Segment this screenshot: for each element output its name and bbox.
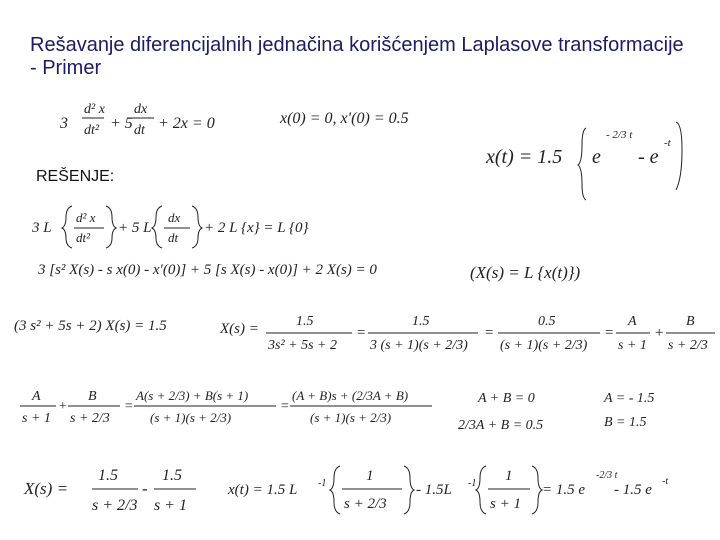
svg-text:s + 2/3: s + 2/3 bbox=[668, 338, 708, 353]
svg-text:1: 1 bbox=[505, 468, 513, 484]
svg-text:= 1.5 e: = 1.5 e bbox=[542, 482, 586, 498]
svg-text:+ 2x = 0: + 2x = 0 bbox=[158, 115, 215, 132]
svg-text:1.5: 1.5 bbox=[98, 467, 118, 484]
solution-label: REŠENJE: bbox=[36, 168, 115, 185]
svg-text:e: e bbox=[592, 146, 601, 168]
svg-text:-t: -t bbox=[664, 137, 671, 149]
svg-text:+ 2 L {x} = L {0}: + 2 L {x} = L {0} bbox=[204, 220, 309, 236]
svg-text:3 (s + 1)(s + 2/3): 3 (s + 1)(s + 2/3) bbox=[370, 338, 468, 353]
svg-text:- 2/3 t: - 2/3 t bbox=[606, 129, 633, 141]
svg-text:-1: -1 bbox=[318, 478, 327, 489]
svg-text:=: = bbox=[280, 399, 290, 414]
svg-text:+: + bbox=[58, 399, 68, 414]
initial-conditions: x(0) = 0, x′(0) = 0.5 bbox=[280, 110, 409, 127]
slide-title: Rešavanje diferencijalnih jednačina korišćenjem Laplasove transformacije - Primer bbox=[30, 34, 684, 79]
svg-text:=: = bbox=[484, 325, 495, 341]
svg-text:1.5: 1.5 bbox=[162, 467, 182, 484]
svg-text:dt: dt bbox=[168, 230, 179, 245]
svg-text:A: A bbox=[32, 389, 41, 404]
svg-text:s + 1: s + 1 bbox=[490, 496, 521, 512]
svg-text:s + 2/3: s + 2/3 bbox=[70, 411, 110, 426]
svg-text:dt²: dt² bbox=[84, 123, 100, 138]
svg-text:A(s + 2/3) + B(s + 1): A(s + 2/3) + B(s + 1) bbox=[136, 388, 249, 403]
svg-text:1.5: 1.5 bbox=[296, 314, 314, 329]
svg-text:0.5: 0.5 bbox=[538, 314, 556, 329]
svg-text:- 1.5 e: - 1.5 e bbox=[614, 482, 652, 498]
svg-text:dx: dx bbox=[168, 210, 181, 225]
svg-text:(s + 1)(s + 2/3): (s + 1)(s + 2/3) bbox=[310, 410, 392, 425]
coefficient-b: B = 1.5 bbox=[604, 415, 647, 430]
svg-text:1.5: 1.5 bbox=[412, 314, 430, 329]
svg-text:dt: dt bbox=[134, 123, 145, 138]
svg-text:+ 5: + 5 bbox=[110, 115, 133, 132]
svg-text:d² x: d² x bbox=[76, 210, 96, 225]
svg-text:s + 2/3: s + 2/3 bbox=[92, 497, 138, 514]
svg-text:- 1.5L: - 1.5L bbox=[416, 482, 452, 498]
svg-text:A: A bbox=[628, 314, 637, 329]
svg-text:s + 1: s + 1 bbox=[618, 338, 647, 353]
svg-text:=: = bbox=[124, 399, 134, 414]
svg-text:s + 1: s + 1 bbox=[154, 497, 188, 514]
svg-text:=: = bbox=[356, 325, 367, 341]
svg-text:dt²: dt² bbox=[76, 230, 91, 245]
svg-text:x(t) = 1.5 L: x(t) = 1.5 L bbox=[228, 482, 298, 498]
svg-text:d² x: d² x bbox=[84, 102, 105, 117]
coefficient-a: A = - 1.5 bbox=[604, 391, 655, 406]
svg-text:-1: -1 bbox=[468, 478, 477, 489]
svg-text:X(s) =: X(s) = bbox=[24, 479, 69, 498]
svg-text:(X(s) = L {x(t)}): (X(s) = L {x(t)}) bbox=[470, 263, 581, 282]
svg-text:dx: dx bbox=[134, 102, 148, 117]
svg-text:s + 2/3: s + 2/3 bbox=[344, 496, 387, 512]
svg-text:1: 1 bbox=[366, 468, 374, 484]
svg-text:3 L: 3 L bbox=[32, 220, 52, 236]
svg-text:-2/3 t: -2/3 t bbox=[596, 470, 618, 481]
svg-text:-t: -t bbox=[662, 476, 669, 487]
svg-text:3: 3 bbox=[60, 115, 68, 132]
svg-text:X(s) =: X(s) = bbox=[220, 321, 259, 337]
partial-fraction-second: 2/3A + B = 0.5 bbox=[458, 418, 544, 433]
svg-text:3s² + 5s + 2: 3s² + 5s + 2 bbox=[268, 338, 337, 353]
svg-text:(A + B)s + (2/3A + B): (A + B)s + (2/3A + B) bbox=[292, 388, 409, 403]
svg-text:- e: - e bbox=[638, 146, 659, 168]
transformed-equation: 3 [s² X(s) - s x(0) - x′(0)] + 5 [s X(s) - x(0)] + 2 X(s) = 0 bbox=[38, 262, 377, 278]
svg-text:B: B bbox=[88, 389, 97, 404]
svg-text:B: B bbox=[686, 314, 695, 329]
svg-text:(s + 1)(s + 2/3): (s + 1)(s + 2/3) bbox=[500, 338, 588, 353]
svg-text:+: + bbox=[654, 325, 665, 341]
svg-text:s + 1: s + 1 bbox=[22, 411, 51, 426]
characteristic-equation: (3 s² + 5s + 2) X(s) = 1.5 bbox=[14, 318, 167, 334]
svg-text:-: - bbox=[142, 479, 148, 498]
svg-text:(s + 1)(s + 2/3): (s + 1)(s + 2/3) bbox=[150, 410, 232, 425]
svg-text:+ 5 L: + 5 L bbox=[118, 220, 152, 236]
partial-fraction-sum: A + B = 0 bbox=[478, 391, 535, 406]
svg-text:=: = bbox=[604, 325, 615, 341]
svg-text:x(t) = 1.5: x(t) = 1.5 bbox=[486, 146, 563, 168]
